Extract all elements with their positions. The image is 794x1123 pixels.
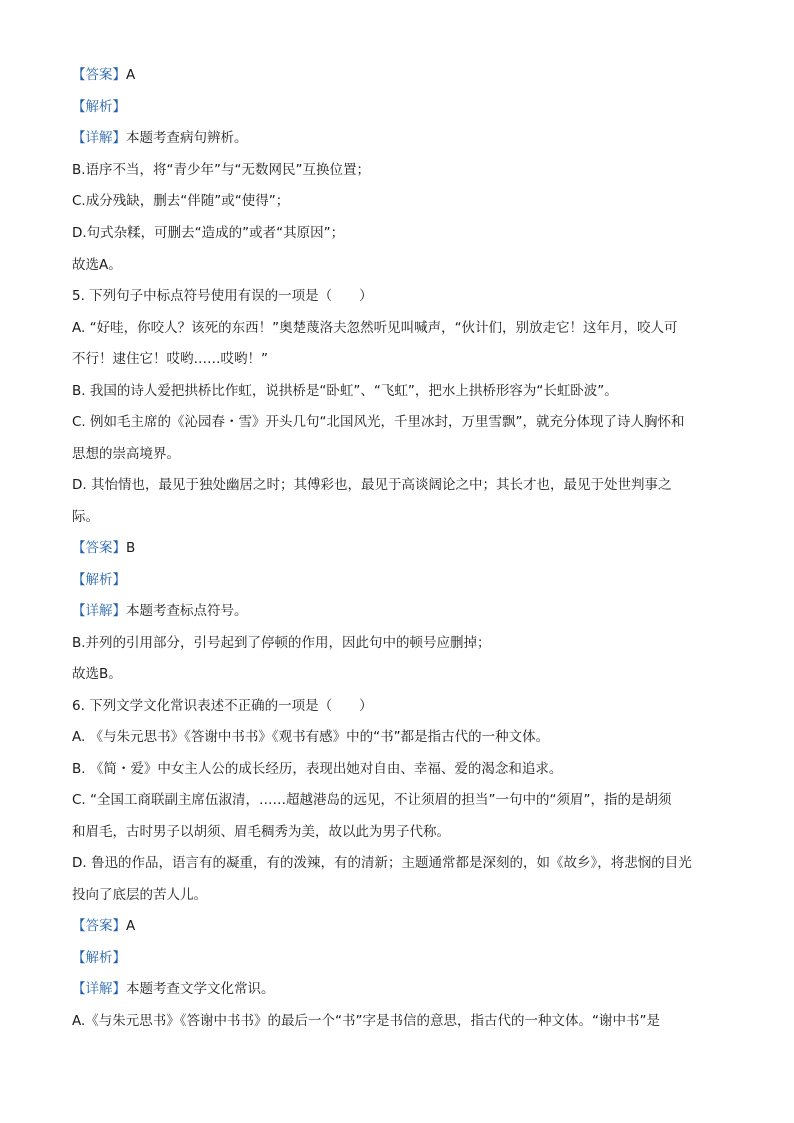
detail-text: 本题考查标点符号。 — [126, 603, 248, 619]
q6-analysis-label: 【解析】 — [72, 950, 126, 966]
detail-label: 【详解】 — [72, 981, 126, 997]
answer-label: 【答案】 — [72, 67, 126, 83]
q6-stem: 6. 下列文学文化常识表述不正确的一项是（ ） — [72, 698, 373, 714]
q5-option-a-line1: A. “好哇，你咬人？该死的东西！”奥楚蔑洛夫忽然听见叫喊声，“伙计们，别放走它！这年月，咬人可 — [72, 320, 678, 336]
q5-detail-line — [72, 602, 248, 620]
answer-value: B — [126, 540, 136, 556]
q5-option-c-line2: 思想的崇高境界。 — [72, 446, 180, 462]
q4-explain-c: C.成分残缺，删去“伴随”或“使得”； — [72, 193, 290, 209]
q6-answer-line — [72, 917, 135, 935]
q4-conclusion: 故选A。 — [72, 257, 122, 273]
q6-detail-line — [72, 980, 275, 998]
q6-option-d-line1: D. 鲁迅的作品，语言有的凝重，有的泼辣，有的清新；主题通常都是深刻的，如《故乡》，将悲悯的目光 — [72, 855, 692, 871]
q5-conclusion: 故选B。 — [72, 666, 122, 682]
q5-option-d-line2: 际。 — [72, 509, 99, 525]
q4-explain-d: D.句式杂糅，可删去“造成的”或者“其原因”； — [72, 225, 345, 241]
q5-option-c-line1: C. 例如毛主席的《沁园春・雪》开头几句“北国风光，千里冰封，万里雪飘”，就充分体现了诗人胸怀和 — [72, 414, 685, 430]
answer-value: A — [126, 918, 136, 934]
q5-answer-line — [72, 539, 135, 557]
q5-option-b: B. 我国的诗人爱把拱桥比作虹，说拱桥是“卧虹”、“飞虹”，把水上拱桥形容为“长虹卧波”。 — [72, 383, 618, 399]
q6-option-c-line2: 和眉毛，古时男子以胡须、眉毛稠秀为美，故以此为男子代称。 — [72, 824, 450, 840]
answer-label: 【答案】 — [72, 918, 126, 934]
answer-label: 【答案】 — [72, 540, 126, 556]
q6-option-c-line1: C. “全国工商联副主席伍淑清，……超越港岛的远见，不让须眉的担当”一句中的“须眉”，指的是胡须 — [72, 792, 672, 808]
answer-value: A — [126, 67, 136, 83]
q6-option-d-line2: 投向了底层的苦人儿。 — [72, 887, 207, 903]
q6-explain-a: A.《与朱元思书》《答谢中书书》的最后一个“书”字是书信的意思，指古代的一种文体。“谢中书”是 — [72, 1013, 661, 1029]
q6-option-b: B. 《简・爱》中女主人公的成长经历，表现出她对自由、幸福、爱的渴念和追求。 — [72, 761, 563, 777]
detail-text: 本题考查文学文化常识。 — [126, 981, 275, 997]
q5-option-d-line1: D. 其怡情也，最见于独处幽居之时；其傅彩也，最见于高谈阔论之中；其长才也，最见于处世判事之 — [72, 477, 672, 493]
q4-answer-line — [72, 66, 135, 84]
detail-label: 【详解】 — [72, 130, 126, 146]
detail-text: 本题考查病句辨析。 — [126, 130, 248, 146]
q4-analysis-label: 【解析】 — [72, 99, 126, 115]
q5-explain-b: B.并列的引用部分，引号起到了停顿的作用，因此句中的顿号应删掉； — [72, 635, 491, 651]
q5-option-a-line2: 不行！逮住它！哎哟……哎哟！” — [72, 351, 268, 367]
q5-stem: 5. 下列句子中标点符号使用有误的一项是（ ） — [72, 288, 373, 304]
detail-label: 【详解】 — [72, 603, 126, 619]
q5-analysis-label: 【解析】 — [72, 572, 126, 588]
q4-explain-b: B.语序不当，将“青少年”与“无数网民”互换位置； — [72, 162, 371, 178]
q4-detail-line — [72, 129, 248, 147]
q6-option-a: A. 《与朱元思书》《答谢中书书》《观书有感》中的“书”都是指古代的一种文体。 — [72, 729, 550, 745]
